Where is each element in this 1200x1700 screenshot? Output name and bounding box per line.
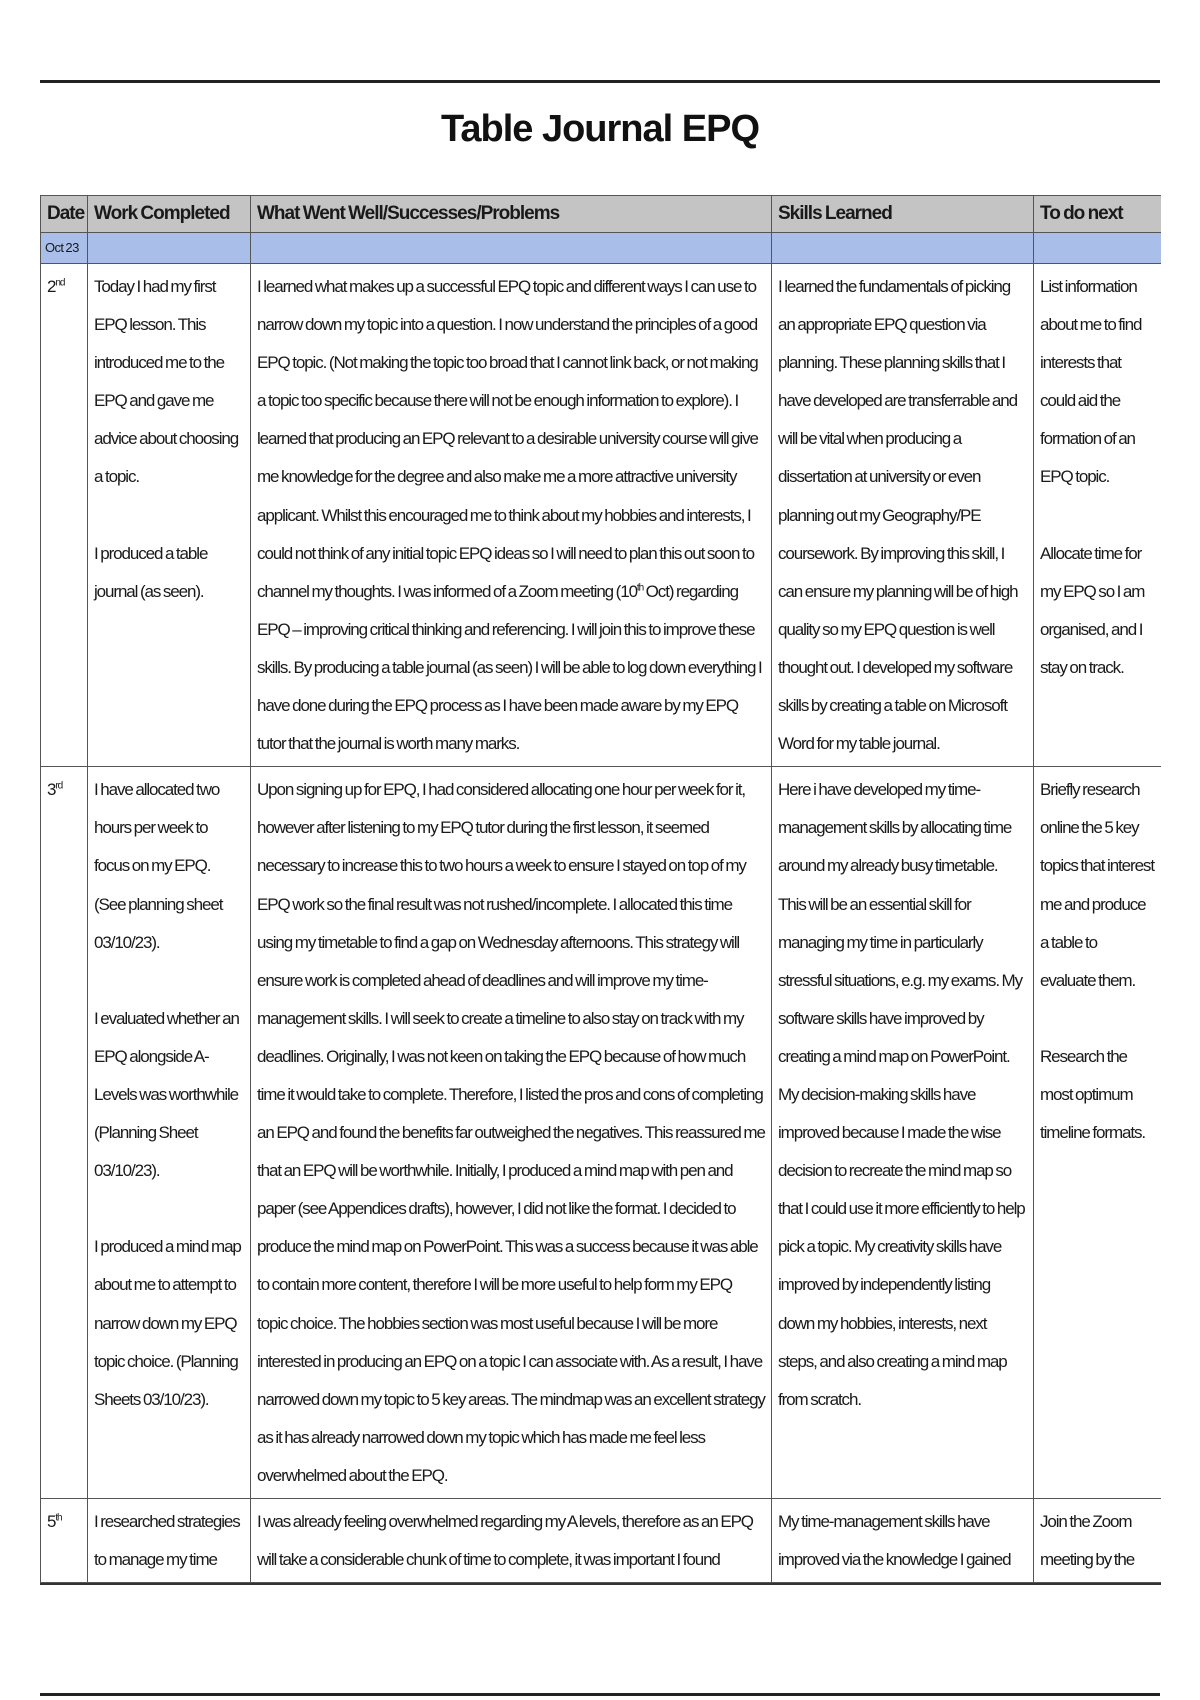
what-went-well-cell: I was already feeling overwhelmed regarding my A levels, therefore as an EPQ will take a considerable chunk of time to complete, it was important I found <box>251 1499 772 1583</box>
next-paragraph: Join the Zoom meeting by the <box>1040 1512 1135 1570</box>
work-paragraph: I have allocated two hours per week to focus on my EPQ. (See planning sheet 03/10/23). <box>94 780 223 952</box>
table-row <box>41 264 1162 767</box>
well-text: I learned what makes up a successful EPQ topic and different ways I can use to narrow down my topic into a question. I now understand the principles of a good EPQ topic. (Not making the topic too broad that I cannot link back, or not making a topic too specific because there will not be enough information to explore). I learned that producing an EPQ relevant to a desirable university course will give me knowledge for the degree and also make me a more attractive university applicant. Whilst this encouraged me to think about my hobbies and interests, I could not think of any initial topic EPQ ideas so I will need to plan this out soon to channel my thoughts. I was informed of a Zoom meeting (10 <box>257 277 758 601</box>
header-work-completed: Work Completed <box>88 196 251 233</box>
paragraph-spacer <box>94 962 244 1000</box>
header-date: Date <box>41 196 88 233</box>
work-paragraph: I produced a mind map about me to attempt to narrow down my EPQ topic choice. (Planning Sheets 03/10/23). <box>94 1237 241 1409</box>
next-paragraph: Briefly research online the 5 key topics that interest me and produce a table to evaluate them. <box>1040 780 1154 990</box>
bottom-rule <box>40 1693 1160 1696</box>
date-cell <box>41 1499 88 1583</box>
month-filler-cell <box>1034 233 1162 264</box>
well-superscript: th <box>636 582 644 594</box>
date-suffix: th <box>55 1512 62 1524</box>
work-completed-cell <box>88 767 251 1499</box>
header-to-do-next: To do next <box>1034 196 1162 233</box>
date-cell <box>41 767 88 1499</box>
month-filler-cell <box>88 233 251 264</box>
to-do-next-cell <box>1034 264 1162 767</box>
table-row <box>41 1499 1162 1583</box>
month-row <box>41 233 1162 264</box>
date-number: 5 <box>47 1512 56 1531</box>
paragraph-spacer <box>1040 1000 1155 1038</box>
work-paragraph: I researched strategies to manage my time <box>94 1512 240 1570</box>
skills-learned-cell: My time-management skills have improved via the knowledge I gained <box>772 1499 1034 1583</box>
page-title: Table Journal EPQ <box>440 108 760 150</box>
top-rule <box>40 80 1160 83</box>
header-row <box>41 196 1162 233</box>
work-paragraph: I evaluated whether an EPQ alongside A-Levels was worthwhile (Planning Sheet 03/10/23). <box>94 1008 239 1181</box>
date-suffix: rd <box>55 780 63 792</box>
next-paragraph: Allocate time for my EPQ so I am organised, and I stay on track. <box>1040 543 1145 677</box>
month-filler-cell <box>772 233 1034 264</box>
work-paragraph: I produced a table journal (as seen). <box>94 543 208 601</box>
paragraph-spacer <box>94 497 244 535</box>
to-do-next-cell <box>1034 767 1162 1499</box>
skills-learned-cell: Here i have developed my time-management skills by allocating time around my already busy timetable. This will be an essential skill for managing my time in particularly stressful situations, e.g. my exams. My software skills have improved by creating a mind map on PowerPoint. My decision-making skills have improved because I made the wise decision to recreate the mind map so that I could use it more efficiently to help pick a topic. My creativity skills have improved by independently listing down my hobbies, interests, next steps, and also creating a mind map from scratch. <box>772 767 1034 1499</box>
month-label: Oct 23 <box>41 233 88 264</box>
header-what-went-well: What Went Well/Successes/Problems <box>251 196 772 233</box>
month-filler-cell <box>251 233 772 264</box>
paragraph-spacer <box>1040 497 1155 535</box>
next-paragraph: List information about me to find interests that could aid the formation of an EPQ topic. <box>1040 277 1142 487</box>
date-number: 2 <box>47 277 56 296</box>
date-number: 3 <box>47 780 56 800</box>
date-suffix: nd <box>55 277 65 289</box>
what-went-well-cell <box>251 264 772 767</box>
table-row <box>41 767 1162 1499</box>
to-do-next-cell <box>1034 1499 1162 1583</box>
what-went-well-cell: Upon signing up for EPQ, I had considered allocating one hour per week for it, however after listening to my EPQ tutor during the first lesson, it seemed necessary to increase this to two hours a week to ensure I stayed on top of my EPQ work so the final result was not rushed/incomplete. I allocated this time using my timetable to find a gap on Wednesday afternoons. This strategy will ensure work is completed ahead of deadlines and will improve my time-management skills. I will seek to create a timeline to also stay on track with my deadlines. Originally, I was not keen on taking the EPQ because of how much time it would take to complete. Therefore, I listed the pros and cons of completing an EPQ and found the benefits far outweighed the negatives. This reassured me that an EPQ will be worthwhile. Initially, I produced a mind map with pen and paper (see Appendices drafts), however, I did not like the format. I decided to produce the mind map on PowerPoint. This was a success because it was able to contain more content, therefore I will be more useful to help form my EPQ topic choice. The hobbies section was most useful because I will be more interested in producing an EPQ on a topic I can associate with. As a result, I have narrowed down my topic to 5 key areas. The mindmap was an excellent strategy as it has already narrowed down my topic which has made me feel less overwhelmed about the EPQ. <box>251 767 772 1499</box>
skills-learned-cell: I learned the fundamentals of picking an appropriate EPQ question via planning. These planning skills that I have developed are transferrable and will be vital when producing a dissertation at university or even planning out my Geography/PE coursework. By improving this skill, I can ensure my planning will be of high quality so my EPQ question is well thought out. I developed my software skills by creating a table on Microsoft Word for my table journal. <box>772 264 1034 767</box>
work-completed-cell <box>88 1499 251 1583</box>
work-paragraph: Today I had my first EPQ lesson. This introduced me to the EPQ and gave me advice about choosing a topic. <box>94 277 239 487</box>
journal-table <box>40 195 1161 1583</box>
journal-sheet <box>40 195 1161 1585</box>
paragraph-spacer <box>94 1190 244 1228</box>
well-text-continued: Oct) regarding EPQ – improving critical thinking and referencing. I will join this to improve these skills. By producing a table journal (as seen) I will be able to log down everything I have done during the EPQ process as I have been made aware by my EPQ tutor that the journal is worth many marks. <box>257 581 762 754</box>
next-paragraph: Research the most optimum timeline formats. <box>1040 1046 1146 1143</box>
date-cell <box>41 264 88 767</box>
header-skills-learned: Skills Learned <box>772 196 1034 233</box>
work-completed-cell <box>88 264 251 767</box>
